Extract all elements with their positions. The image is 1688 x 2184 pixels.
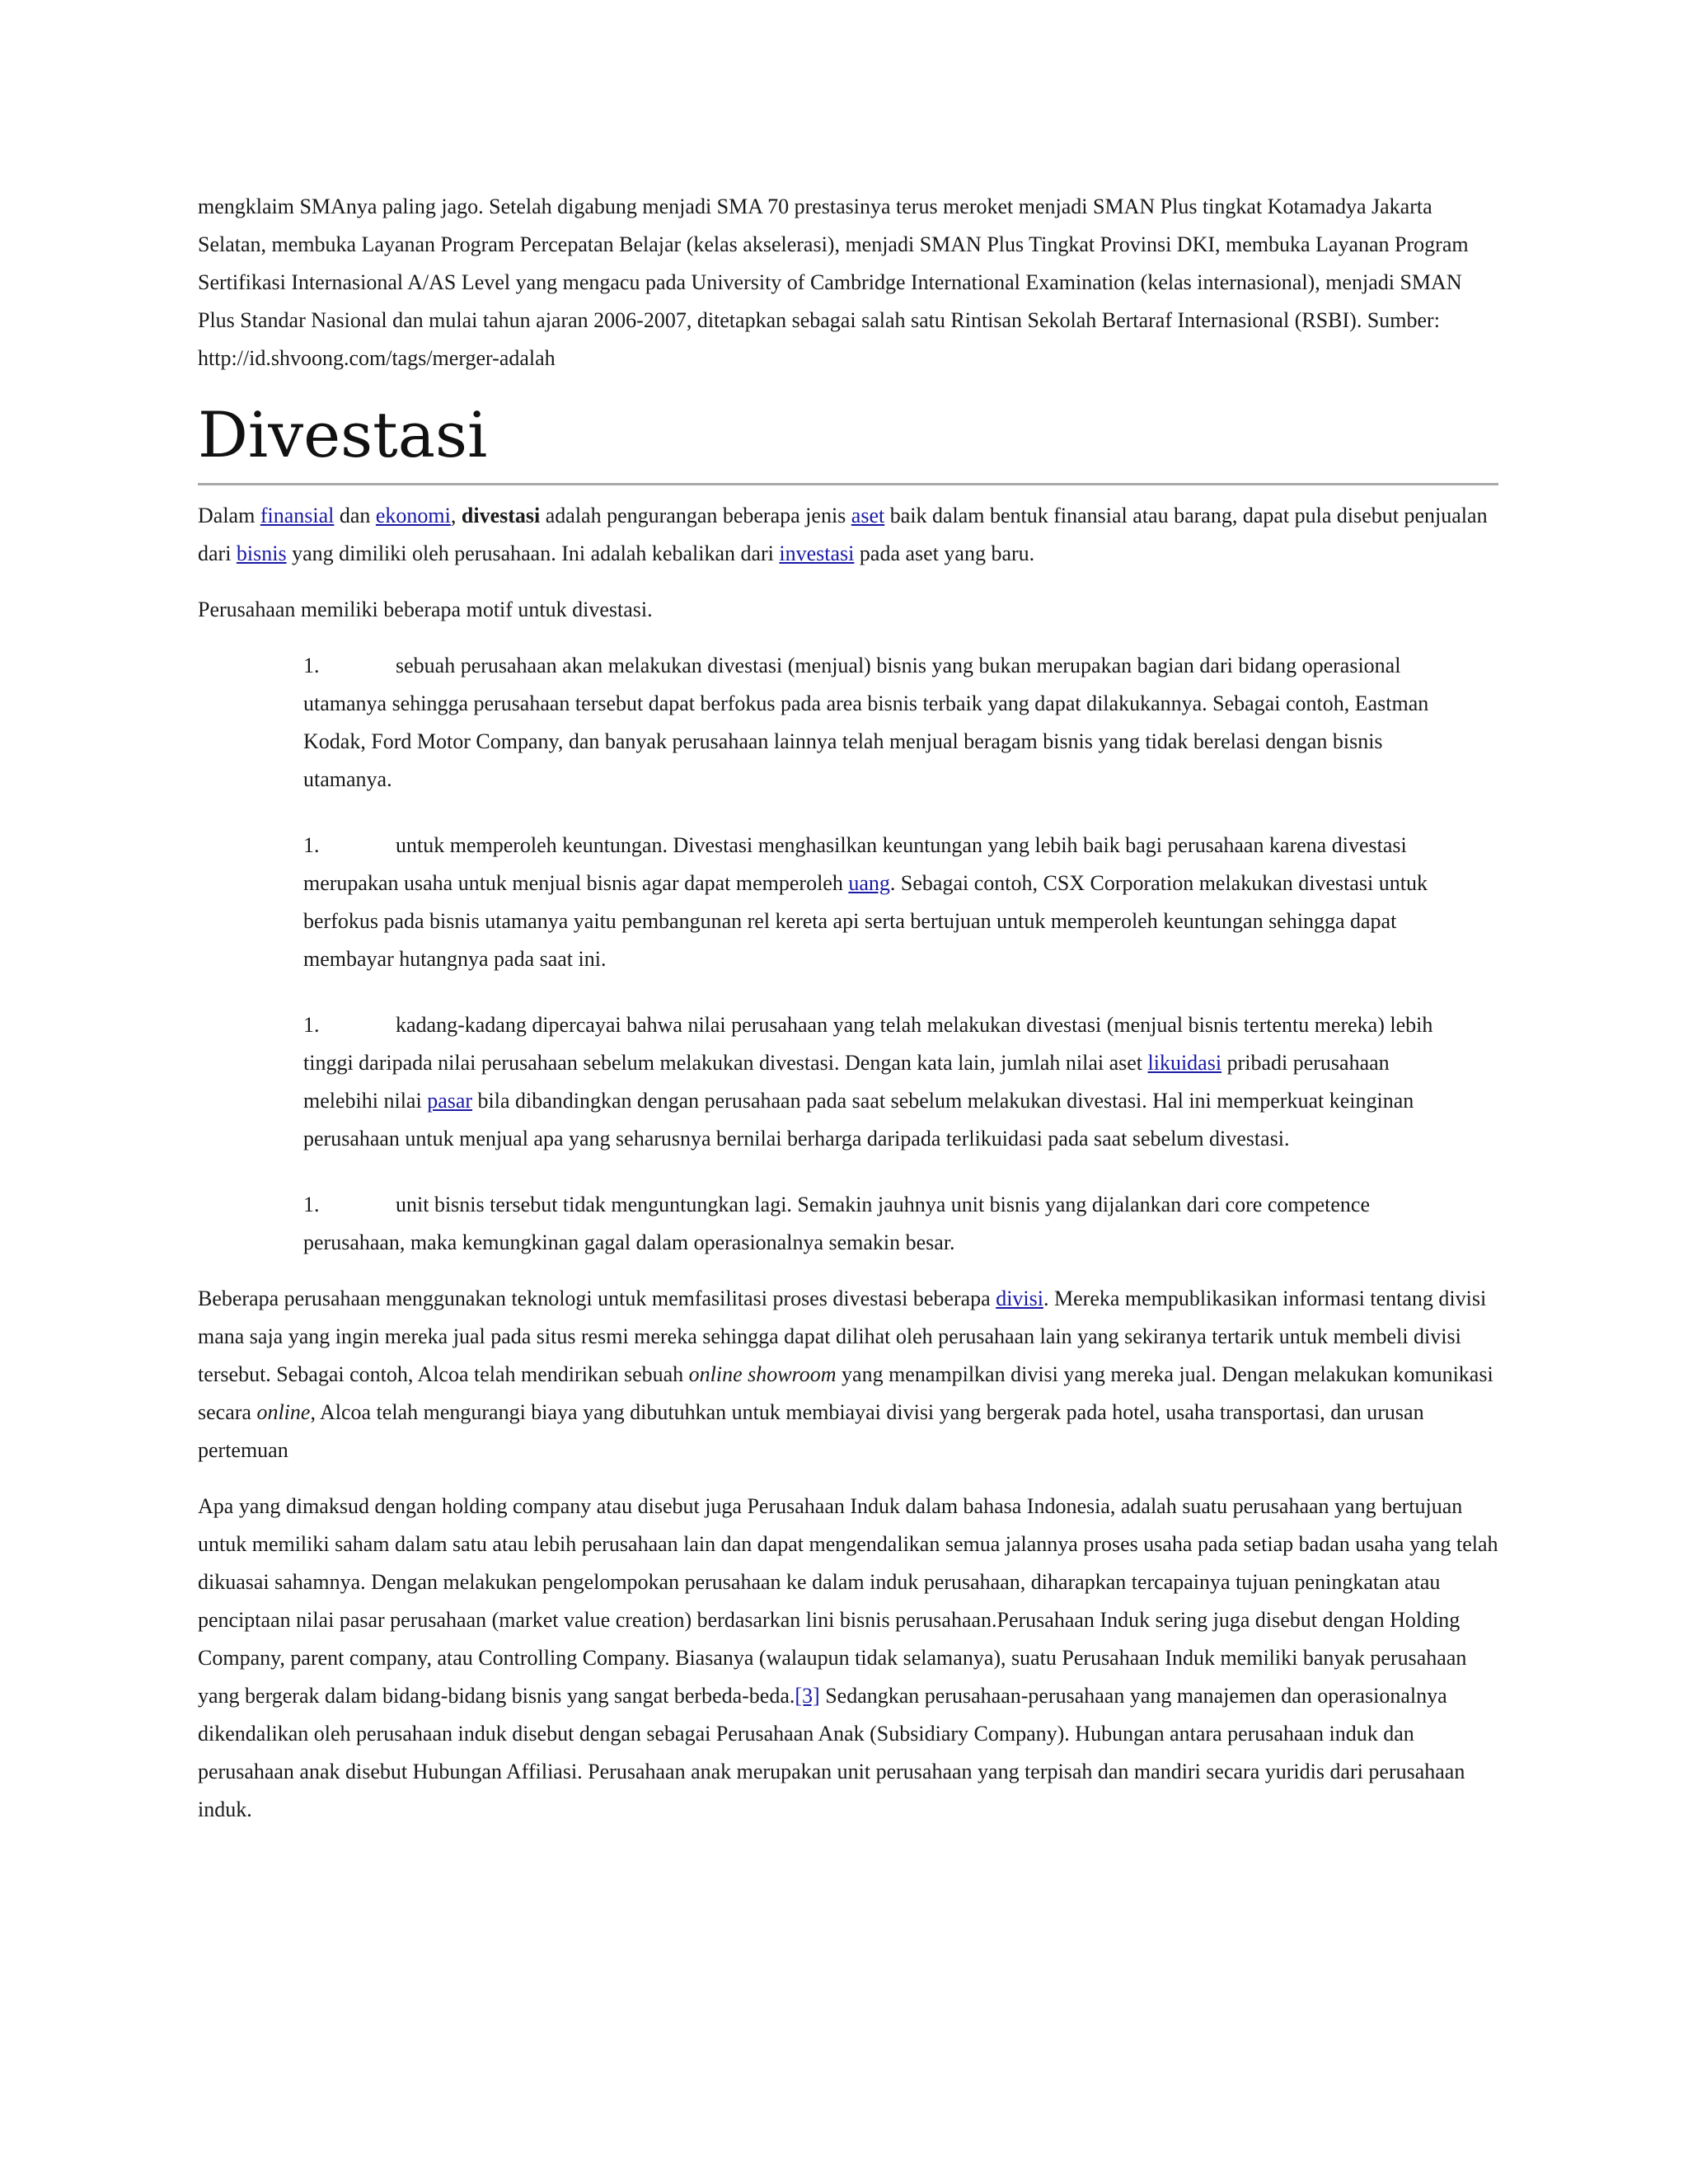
text-span: yang menampilkan divisi yang mereka jual. Dengan melakukan komunikasi secara: [198, 1362, 1493, 1424]
list-number: 1.: [303, 833, 320, 857]
text-span: yang dimiliki oleh perusahaan. Ini adalah kebalikan dari: [286, 541, 780, 565]
link-ekonomi[interactable]: ekonomi: [375, 504, 451, 527]
intro-paragraph: mengklaim SMAnya paling jago. Setelah digabung menjadi SMA 70 prestasinya terus meroket menjadi SMAN Plus tingkat Kotamadya Jakarta Selatan, membuka Layanan Program Percepatan Belajar (kelas akselerasi), menjadi SMAN Plus Tingkat Provinsi DKI, membuka Layanan Program Sertifikasi Internasional A/AS Level yang mengacu pada University of Cambridge International Examination (kelas internasional), menjadi SMAN Plus Standar Nasional dan mulai tahun ajaran 2006-2007, ditetapkan sebagai salah satu Rintisan Sekolah Bertaraf Internasional (RSBI). Sumber: http://id.shvoong.com/tags/merger-adalah: [198, 194, 1469, 370]
text-span: Beberapa perusahaan menggunakan teknologi untuk memfasilitasi proses divestasi beberapa: [198, 1286, 996, 1310]
technology-paragraph: [198, 1280, 1498, 1469]
text-span: Sedangkan perusahaan-perusahaan yang manajemen dan operasionalnya dikendalikan oleh perusahaan induk disebut dengan sebagai Perusahaan Anak (Subsidiary Company). Hubungan antara perusahaan induk dan perusahaan anak disebut Hubungan Affiliasi. Perusahaan anak merupakan unit perusahaan yang terpisah dan mandiri secara yuridis dari perusahaan induk.: [198, 1684, 1465, 1821]
list-number: 1.: [303, 1013, 320, 1037]
text-span: adalah pengurangan beberapa jenis: [540, 504, 851, 527]
list-item: [303, 827, 1465, 978]
link-finansial[interactable]: finansial: [260, 504, 335, 527]
italic-term: online: [256, 1400, 311, 1424]
list-item-text: unit bisnis tersebut tidak menguntungkan lagi. Semakin jauhnya unit bisnis yang dijalankan dari core competence perusahaan, maka kemungkinan gagal dalam operasionalnya semakin besar.: [303, 1193, 1370, 1254]
text-span: pribadi perusahaan melebihi nilai: [303, 1051, 1390, 1113]
link-investasi[interactable]: investasi: [779, 541, 855, 565]
list-item: [303, 647, 1465, 799]
list-item: [303, 1186, 1465, 1262]
definition-paragraph: [198, 497, 1498, 573]
heading-divider: [198, 483, 1498, 485]
holding-company-paragraph: [198, 1488, 1498, 1829]
section-heading: Divestasi: [198, 398, 488, 471]
reference-link[interactable]: [3]: [795, 1684, 820, 1708]
text-span: bila dibandingkan dengan perusahaan pada saat sebelum melakukan divestasi. Hal ini memperkuat keinginan perusahaan untuk menjual apa yang seharusnya bernilai berharga daripada terlikuidasi pada saat sebelum divestasi.: [303, 1089, 1414, 1151]
link-pasar[interactable]: pasar: [427, 1089, 473, 1113]
link-bisnis[interactable]: bisnis: [236, 541, 287, 565]
text-span: dan: [334, 504, 376, 527]
text-span: untuk memperoleh keuntungan. Divestasi menghasilkan keuntungan yang lebih baik bagi perusahaan karena divestasi merupakan usaha untuk menjual bisnis agar dapat memperoleh: [303, 833, 1407, 895]
list-number: 1.: [303, 654, 320, 677]
bold-term: divestasi: [461, 504, 541, 527]
motif-intro-paragraph: Perusahaan memiliki beberapa motif untuk divestasi.: [198, 598, 653, 621]
text-span: kadang-kadang dipercayai bahwa nilai perusahaan yang telah melakukan divestasi (menjual bisnis tertentu mereka) lebih tinggi daripada nilai perusahaan sebelum melakukan divestasi. Dengan kata lain, jumlah nilai aset: [303, 1013, 1433, 1075]
list-number: 1.: [303, 1193, 320, 1216]
list-item-text: sebuah perusahaan akan melakukan divestasi (menjual) bisnis yang bukan merupakan bagian dari bidang operasional utamanya sehingga perusahaan tersebut dapat berfokus pada area bisnis terbaik yang dapat dilakukannya. Sebagai contoh, Eastman Kodak, Ford Motor Company, dan banyak perusahaan lainnya telah menjual beragam bisnis yang tidak berelasi dengan bisnis utamanya.: [303, 654, 1429, 791]
text-span: pada aset yang baru.: [854, 541, 1035, 565]
link-divisi[interactable]: divisi: [996, 1286, 1043, 1310]
text-span: ,: [450, 504, 462, 527]
text-span: . Sebagai contoh, CSX Corporation melakukan divestasi untuk berfokus pada bisnis utamanya yaitu pembangunan rel kereta api serta bertujuan untuk memperoleh keuntungan sehingga dapat membayar hutangnya pada saat ini.: [303, 871, 1428, 971]
text-span: Apa yang dimaksud dengan holding company atau disebut juga Perusahaan Induk dalam bahasa Indonesia, adalah suatu perusahaan yang bertujuan untuk memiliki saham dalam satu atau lebih perusahaan lain dan dapat mengendalikan semua jalannya proses usaha pada setiap badan usaha yang telah dikuasai sahamnya. Dengan melakukan pengelompokan perusahaan ke dalam induk perusahaan, diharapkan tercapainya tujuan peningkatan atau penciptaan nilai pasar perusahaan (market value creation) berdasarkan lini bisnis perusahaan.Perusahaan Induk sering juga disebut dengan Holding Company, parent company, atau Controlling Company. Biasanya (walaupun tidak selamanya), suatu Perusahaan Induk memiliki banyak perusahaan yang bergerak dalam bidang-bidang bisnis yang sangat berbeda-beda.: [198, 1494, 1498, 1708]
text-span: baik dalam bentuk finansial atau barang, dapat pula disebut penjualan dari: [198, 504, 1488, 565]
link-likuidasi[interactable]: likuidasi: [1147, 1051, 1222, 1075]
document-page: [198, 188, 1498, 1847]
text-span: Dalam: [198, 504, 260, 527]
text-span: , Alcoa telah mengurangi biaya yang dibutuhkan untuk membiayai divisi yang bergerak pada hotel, usaha transportasi, dan urusan pertemuan: [198, 1400, 1424, 1462]
motif-list: [303, 647, 1465, 1262]
link-uang[interactable]: uang: [848, 871, 890, 895]
text-span: . Mereka mempublikasikan informasi tentang divisi mana saja yang ingin mereka jual pada situs resmi mereka sehingga dapat dilihat oleh perusahaan lain yang sekiranya tertarik untuk membeli divisi tersebut. Sebagai contoh, Alcoa telah mendirikan sebuah: [198, 1286, 1487, 1386]
link-aset[interactable]: aset: [851, 504, 885, 527]
list-item: [303, 1006, 1465, 1158]
italic-term: online showroom: [688, 1362, 837, 1386]
